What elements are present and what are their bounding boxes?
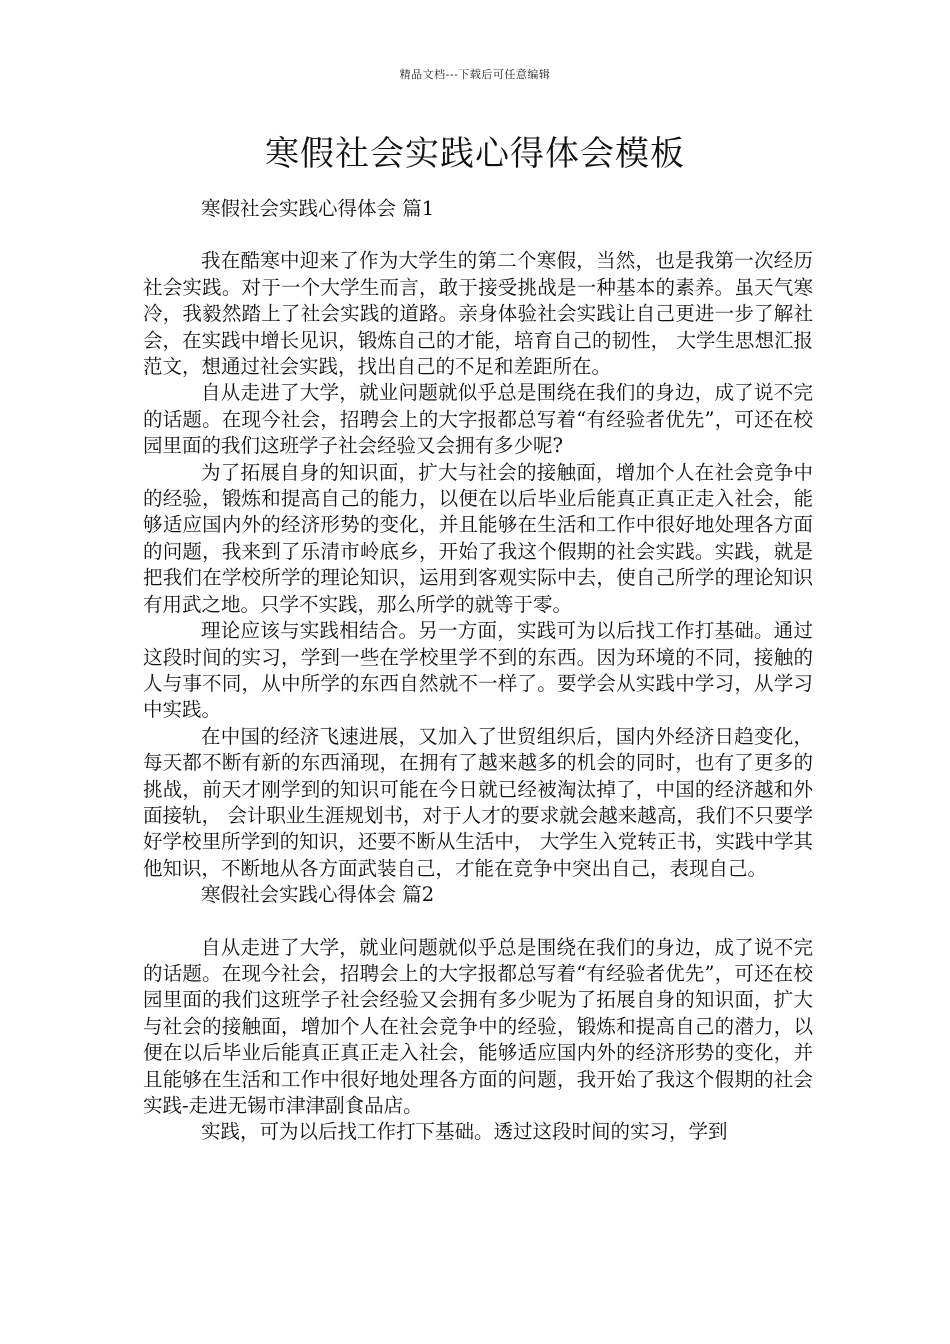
paragraph: 自从走进了大学，就业问题就似乎总是围绕在我们的身边，成了说不完的话题。在现今社会，招聘会上的大字报都总写着“有经验者优先”，可还在校园里面的我们这班学子社会经验又会拥有多少呢? bbox=[143, 381, 813, 458]
paragraph: 在中国的经济飞速进展，又加入了世贸组织后，国内外经济日趋变化，每天都不断有新的东西涌现，在拥有了越来越多的机会的同时，也有了更多的挑战，前天才刚学到的知识可能在今日就已经被淘汰掉了，中国的经济越和外面接轨， 会计职业生涯规划书，对于人才的要求就会越来越高，我们不只要学好学校里所学到的知识，还要不断从生活中， 大学生入党转正书，实践中学其他知识，不断地从各方面武装自己，才能在竞争中突出自己，表现自己。 bbox=[143, 724, 813, 880]
section-heading-1: 寒假社会实践心得体会 篇1 bbox=[201, 197, 435, 220]
document-title: 寒假社会实践心得体会模板 bbox=[265, 134, 685, 174]
section-heading-2: 寒假社会实践心得体会 篇2 bbox=[201, 883, 435, 907]
document-body bbox=[143, 196, 813, 1146]
paragraph: 为了拓展自身的知识面，扩大与社会的接触面，增加个人在社会竞争中的经验，锻炼和提高自己的能力，以便在以后毕业后能真正真正走入社会，能够适应国内外的经济形势的变化，并且能够在生活和工作中很好地处理各方面的问题，我来到了乐清市岭底乡，开始了我这个假期的社会实践。实践，就是把我们在学校所学的理论知识，运用到客观实际中去，使自己所学的理论知识有用武之地。只学不实践，那么所学的就等于零。 bbox=[143, 460, 813, 616]
paragraph: 理论应该与实践相结合。另一方面，实践可为以后找工作打基础。通过这段时间的实习，学到一些在学校里学不到的东西。因为环境的不同，接触的人与事不同，从中所学的东西自然就不一样了。要学会从实践中学习，从学习中实践。 bbox=[143, 619, 813, 722]
paragraph: 实践，可为以后找工作打下基础。透过这段时间的实习，学到 bbox=[201, 1120, 728, 1144]
paragraph: 我在酷寒中迎来了作为大学生的第二个寒假，当然，也是我第一次经历社会实践。对于一个大学生而言，敢于接受挑战是一种基本的素养。虽天气寒冷，我毅然踏上了社会实践的道路。亲身体验社会实践让自己更进一步了解社会，在实践中增长见识，锻炼自己的才能，培育自己的韧性， 大学生思想汇报范文，想通过社会实践，找出自己的不足和差距所在。 bbox=[143, 249, 813, 379]
paragraph: 自从走进了大学，就业问题就似乎总是围绕在我们的身边，成了说不完的话题。在现今社会，招聘会上的大字报都总写着“有经验者优先”，可还在校园里面的我们这班学子社会经验又会拥有多少呢为了拓展自身的知识面，扩大与社会的接触面，增加个人在社会竞争中的经验，锻炼和提高自己的潜力，以便在以后毕业后能真正真正走入社会，能够适应国内外的经济形势的变化，并且能够在生活和工作中很好地处理各方面的问题，我开始了我这个假期的社会实践-走进无锡市津津副食品店。 bbox=[143, 935, 813, 1117]
header-note: 精品文档---下载后可任意编辑 bbox=[399, 68, 551, 81]
